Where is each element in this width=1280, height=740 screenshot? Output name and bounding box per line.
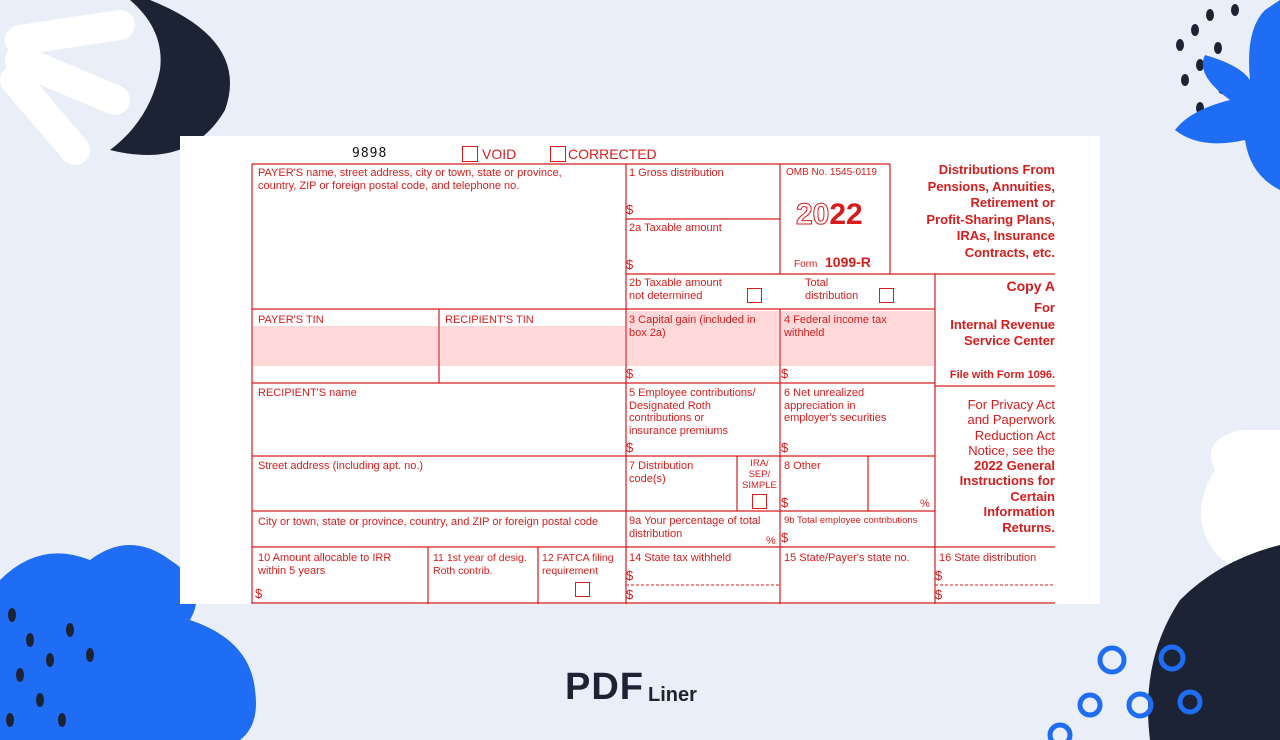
copy-a-label: Copy A (1006, 278, 1055, 294)
box4-dollar: $ (781, 366, 789, 381)
box3-dollar: $ (626, 366, 634, 381)
box9b-dollar: $ (781, 530, 789, 545)
box3-label: 3 Capital gain (included in box 2a) (629, 314, 756, 339)
box11-field[interactable] (430, 581, 536, 602)
box8-percent-field[interactable] (870, 476, 918, 510)
total-distribution-checkbox[interactable] (879, 288, 894, 303)
box2a-taxable-amount-field[interactable] (640, 238, 778, 272)
logo-sub-text: Liner (648, 684, 697, 706)
box15-field[interactable] (782, 566, 934, 602)
box8-percent: % (920, 498, 930, 510)
payer-info-field[interactable] (253, 196, 625, 308)
form-name: 1099-R (825, 254, 871, 270)
box5-label: 5 Employee contributions/ Designated Roth contributions or insurance premiums (629, 387, 756, 437)
box9a-label: 9a Your percentage of total distribution (629, 515, 761, 540)
box2a-label: 2a Taxable amount (629, 222, 722, 234)
corrected-label: CORRECTED (568, 146, 657, 162)
tax-year (796, 200, 863, 230)
payer-tin-label: PAYER'S TIN (258, 314, 324, 326)
white-blob-shape (1201, 430, 1280, 567)
privacy-notice: For Privacy Act and Paperwork Reduction Act Notice, see the (967, 397, 1055, 459)
blue-leaf-shape (1175, 0, 1280, 190)
ira-sep-simple-label: IRA/ SEP/ SIMPLE (742, 458, 777, 491)
box1-dollar: $ (626, 202, 634, 217)
white-flower-shape (15, 25, 120, 150)
box14-dollar-1: $ (626, 568, 634, 583)
recipient-tin-field[interactable] (440, 326, 625, 382)
payer-tin-field[interactable] (253, 326, 438, 382)
box10-field[interactable] (268, 581, 426, 602)
box15-label: 15 State/Payer's state no. (784, 552, 910, 564)
copy-for-label: For Internal Revenue Service Center (950, 300, 1055, 348)
box16-label: 16 State distribution (939, 552, 1037, 564)
box3-capital-gain-field[interactable] (640, 341, 778, 381)
box14-dollar-2: $ (626, 587, 634, 602)
form-1099r-document (180, 136, 1100, 604)
box2b-label: 2b Taxable amount not determined (629, 277, 722, 302)
recipient-tin-label: RECIPIENT'S TIN (445, 314, 534, 326)
navy-corner-shape (1148, 545, 1280, 740)
box1-label: 1 Gross distribution (629, 167, 724, 179)
box16-dollar-1: $ (935, 568, 943, 583)
box5-dollar: $ (626, 440, 634, 455)
recipient-name-field[interactable] (253, 401, 625, 455)
street-address-label: Street address (including apt. no.) (258, 460, 424, 472)
box9b-label: 9b Total employee contributions (784, 515, 918, 526)
box4-label: 4 Federal income tax withheld (784, 314, 887, 339)
box11-label: 11 1st year of desig. Roth contrib. (433, 552, 527, 577)
city-field[interactable] (253, 529, 625, 546)
box9b-field[interactable] (794, 530, 932, 546)
recipient-name-label: RECIPIENT'S name (258, 387, 357, 399)
box6-nua-field[interactable] (794, 426, 932, 454)
fatca-checkbox[interactable] (575, 582, 590, 597)
form-code: 9898 (352, 146, 388, 161)
box8-label: 8 Other (784, 460, 821, 472)
file-with-label: File with Form 1096. (949, 369, 1055, 381)
box12-label: 12 FATCA filing requirement (542, 552, 614, 577)
box10-dollar: $ (255, 586, 263, 601)
corrected-checkbox[interactable] (550, 146, 566, 162)
instructions-notice: 2022 General Instructions for Certain Information Returns. (959, 458, 1055, 535)
box14-label: 14 State tax withheld (629, 552, 732, 564)
box6-dollar: $ (781, 440, 789, 455)
city-label: City or town, state or province, country, and ZIP or foreign postal code (258, 516, 599, 528)
omb-number: OMB No. 1545-0119 (786, 167, 877, 178)
street-address-field[interactable] (253, 474, 625, 510)
box8-other-field[interactable] (794, 476, 866, 510)
tax-year-suffix: 22 (829, 198, 863, 231)
box1-gross-distribution-field[interactable] (640, 186, 778, 218)
box8-dollar: $ (781, 495, 789, 510)
box9a-percent: % (766, 535, 776, 547)
box6-label: 6 Net unrealized appreciation in employer's securities (784, 387, 887, 424)
form-title: Distributions From Pensions, Annuities, Retirement or Profit-Sharing Plans, IRAs, Insurance Contracts, etc. (926, 162, 1055, 260)
box16-dollar-2: $ (935, 587, 943, 602)
box7-distribution-code-field[interactable] (640, 486, 735, 510)
tax-year-prefix: 20 (796, 198, 830, 231)
logo-main-text: PDF (565, 666, 644, 708)
void-label: VOID (482, 146, 517, 162)
box4-federal-tax-field[interactable] (794, 341, 932, 381)
pdfliner-logo (565, 668, 697, 706)
form-prefix: Form (794, 259, 818, 270)
box2a-dollar: $ (626, 257, 634, 272)
box10-label: 10 Amount allocable to IRR within 5 years (258, 552, 392, 577)
payer-info-label: PAYER'S name, street address, city or town, state or province, country, ZIP or foreign postal code, and telephone no. (258, 167, 562, 192)
box7-label: 7 Distribution code(s) (629, 460, 694, 485)
ira-sep-simple-checkbox[interactable] (752, 494, 767, 509)
total-distribution-label: Total distribution (805, 277, 859, 302)
void-checkbox[interactable] (462, 146, 478, 162)
box2b-checkbox[interactable] (747, 288, 762, 303)
